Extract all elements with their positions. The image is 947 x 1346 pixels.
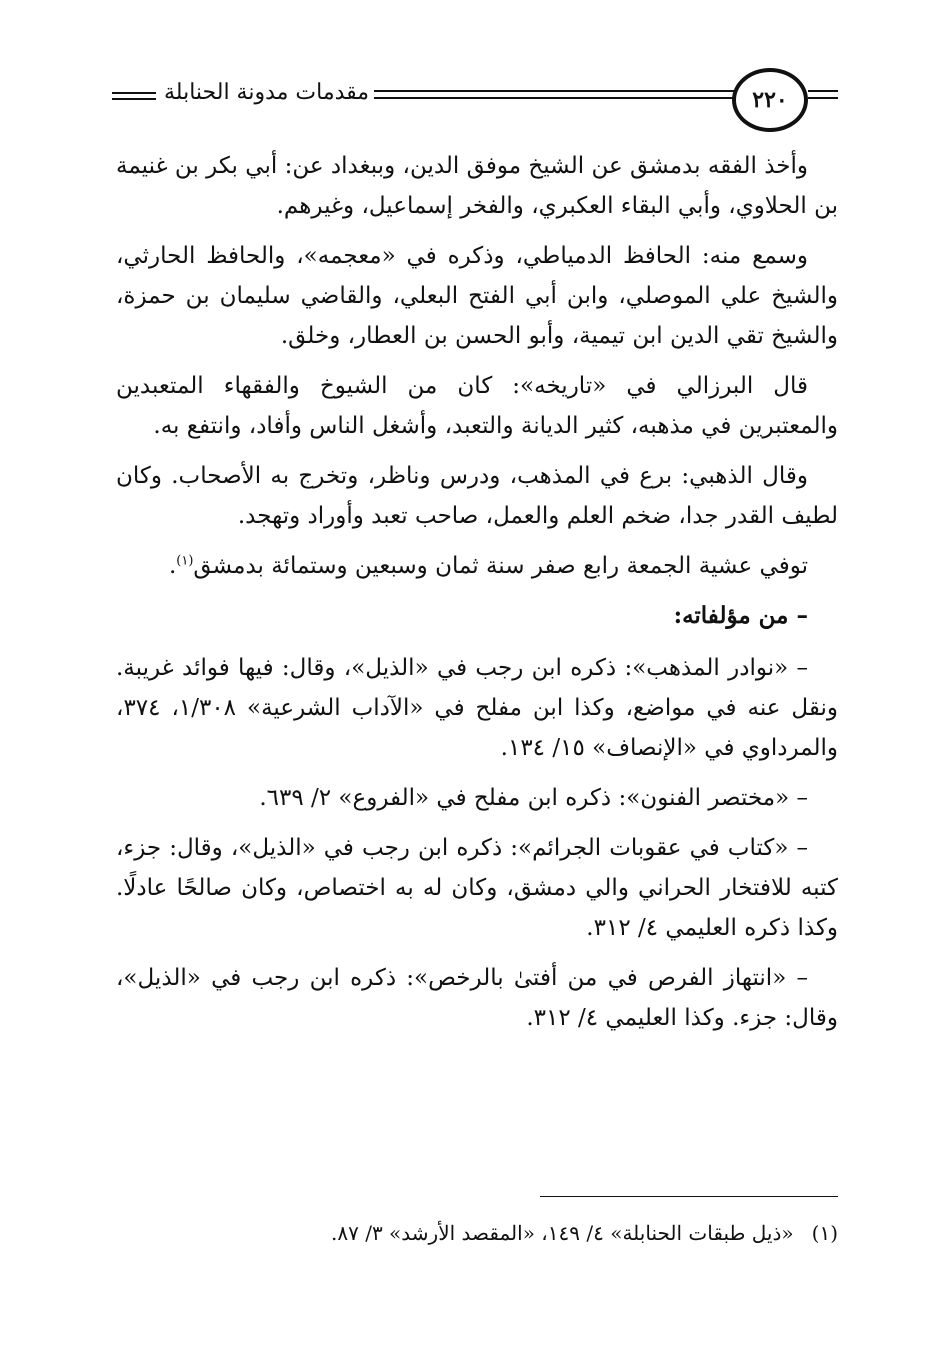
paragraph-text: توفي عشية الجمعة رابع صفر سنة ثمان وسبعين وستمائة بدمشق xyxy=(193,553,808,579)
work-item: – «نوادر المذهب»: ذكره ابن رجب في «الذيل»، وقال: فيها فوائد غريبة. ونقل عنه في مواضع، وكذا ابن مفلح في «الآداب الشرعية» ١/٣٠٨، ٣٧٤، والمرداوي في «الإنصاف» ١٥/ ١٣٤. xyxy=(116,655,838,761)
footnote-separator xyxy=(540,1196,838,1197)
running-title: مقدمات مدونة الحنابلة xyxy=(164,80,370,105)
footnote-reference: (١) xyxy=(176,553,194,569)
paragraph: وأخذ الفقه بدمشق عن الشيخ موفق الدين، وببغداد عن: أبي بكر بن غنيمة بن الحلاوي، وأبي البقاء العكبري، والفخر إسماعيل، وغيرهم. xyxy=(116,153,838,219)
header-rule-right xyxy=(808,90,838,99)
paragraph: وقال الذهبي: برع في المذهب، ودرس وناظر، وتخرج به الأصحاب. وكان لطيف القدر جدا، ضخم العلم والعمل، صاحب تعبد وأوراد وتهجد. xyxy=(116,463,838,529)
header-rule-middle xyxy=(374,90,734,99)
paragraph: قال البرزالي في «تاريخه»: كان من الشيوخ والفقهاء المتعبدين والمعتبرين في مذهبه، كثير الديانة والتعبد، وأشغل الناس وأفاد، وانتفع به. xyxy=(116,373,838,439)
footnote-text: «ذيل طبقات الحنابلة» ٤/ ١٤٩، «المقصد الأرشد» ٣/ ٨٧. xyxy=(331,1221,794,1245)
paragraph-death xyxy=(116,546,838,586)
section-heading: – من مؤلفاته: xyxy=(673,602,808,629)
header-rule-left xyxy=(112,92,156,100)
footnote xyxy=(116,1218,838,1248)
running-header xyxy=(112,68,838,132)
page-number: ٢٢٠ xyxy=(732,68,808,132)
footnote-number: (١) xyxy=(811,1221,838,1245)
main-text xyxy=(116,146,838,1048)
paragraph-end: . xyxy=(168,553,177,579)
work-item: – «انتهاز الفرص في من أفتىٰ بالرخص»: ذكره ابن رجب في «الذيل»، وقال: جزء. وكذا العليمي ٤/ ٣١٢. xyxy=(116,965,838,1031)
work-item: – «مختصر الفنون»: ذكره ابن مفلح في «الفروع» ٢/ ٦٣٩. xyxy=(259,785,808,811)
work-item: – «كتاب في عقوبات الجرائم»: ذكره ابن رجب في «الذيل»، وقال: جزء، كتبه للافتخار الحراني والي دمشق، وكان له به اختصاص، وكان صالحًا عادلًا. وكذا ذكره العليمي ٤/ ٣١٢. xyxy=(116,835,838,941)
paragraph: وسمع منه: الحافظ الدمياطي، وذكره في «معجمه»، والحافظ الحارثي، والشيخ علي الموصلي، وابن أبي الفتح البعلي، والقاضي سليمان بن حمزة، والشيخ تقي الدين ابن تيمية، وأبو الحسن بن العطار، وخلق. xyxy=(116,243,838,349)
